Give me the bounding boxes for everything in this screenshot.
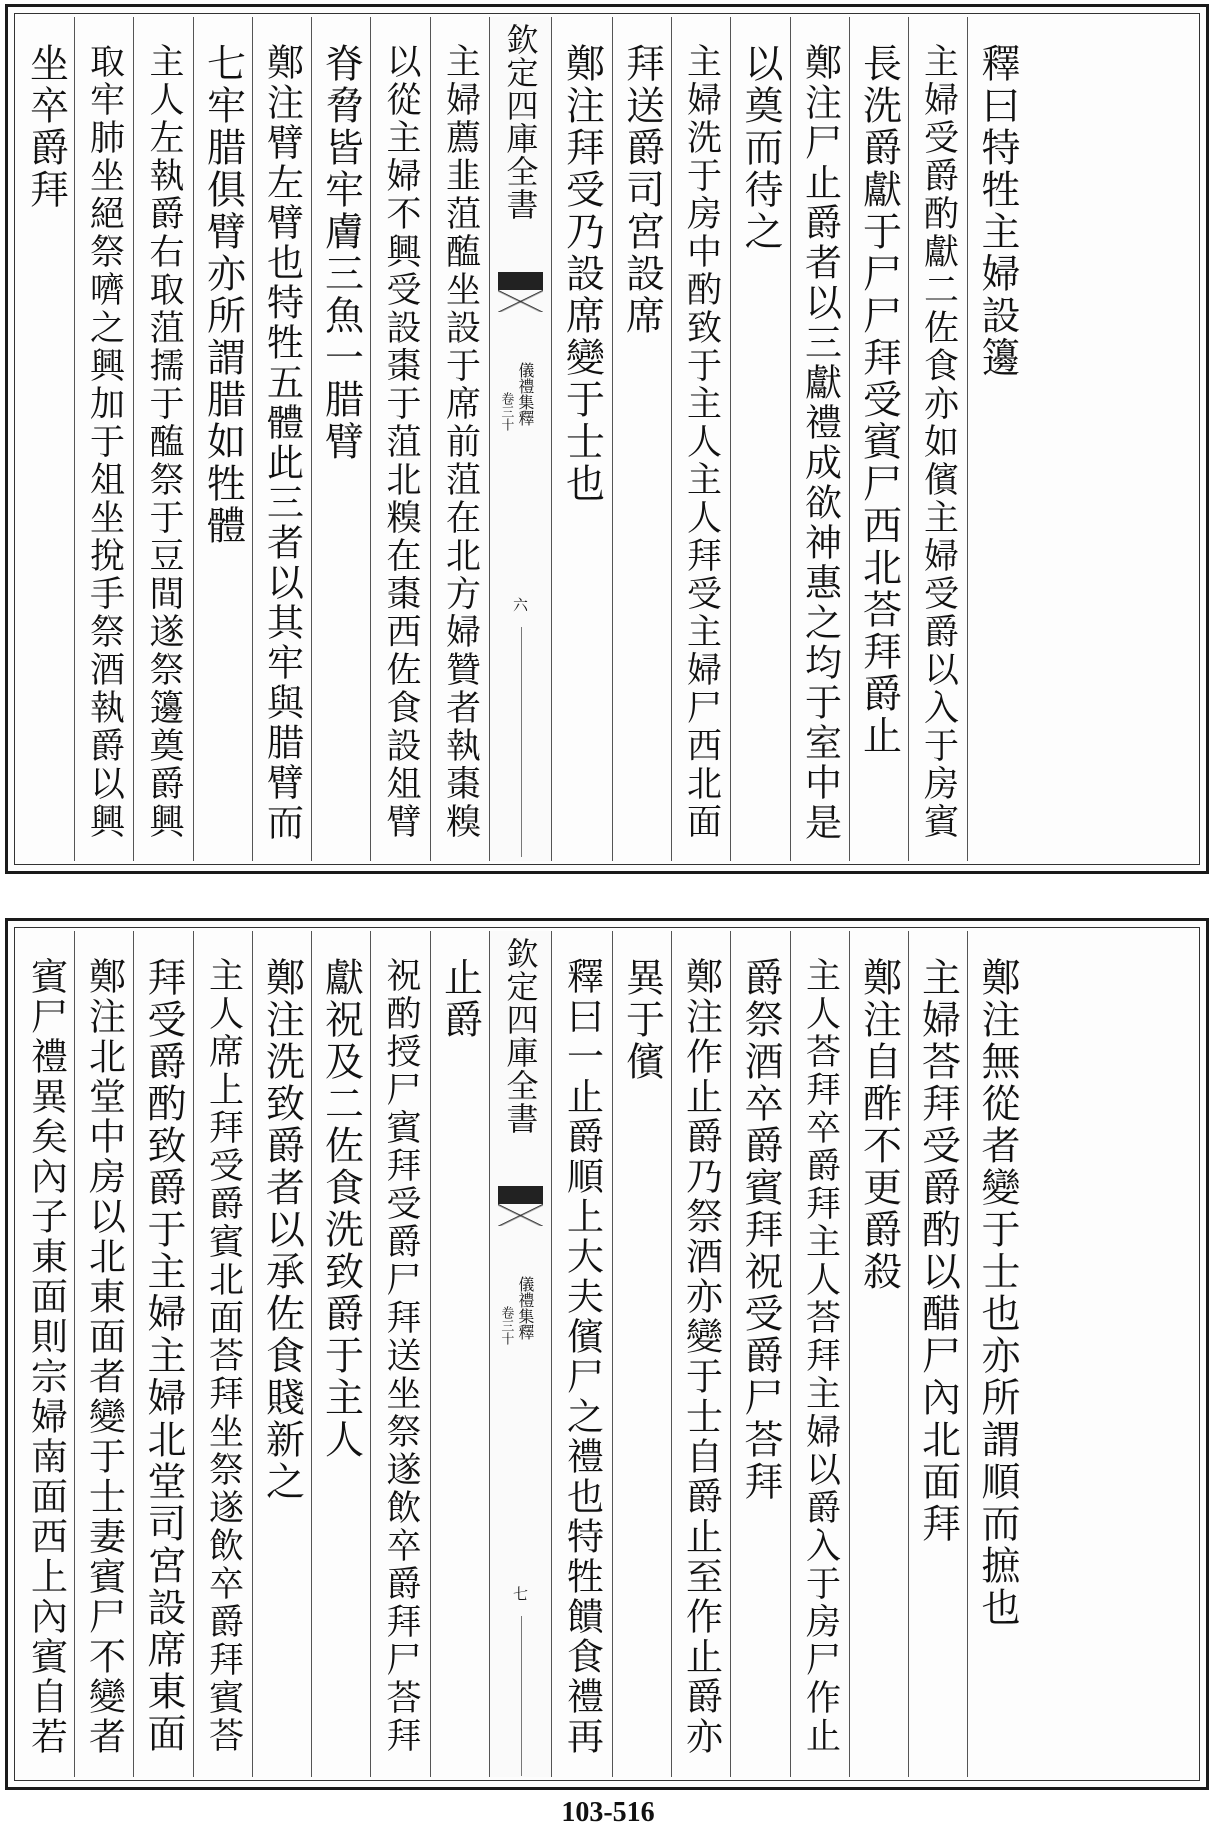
text-column xyxy=(730,931,790,1777)
column-text: 主人荅拜卒爵拜主人荅拜主婦以爵入于房尸作止 xyxy=(800,957,841,1755)
center-band xyxy=(489,17,551,861)
text-column xyxy=(193,17,252,861)
column-text: 主婦受爵酌獻二佐食亦如儐主婦受爵以入于房賓 xyxy=(918,43,959,841)
text-column xyxy=(551,17,612,861)
column-text: 祝酌授尸賓拜受爵尸拜送坐祭遂飲卒爵拜尸荅拜 xyxy=(381,957,421,1755)
column-text: 鄭注尸止爵者以三獻禮成欲神惠之均于室中是 xyxy=(798,43,842,843)
column-text: 拜送爵司宮設席 xyxy=(619,43,665,337)
text-column xyxy=(370,931,430,1777)
column-text: 釋曰特牲主婦設籩 xyxy=(975,43,1020,379)
text-column xyxy=(612,17,671,861)
lower-page xyxy=(5,918,1209,1790)
text-column xyxy=(908,931,967,1777)
column-text: 鄭注臂左臂也特牲五體此三者以其牢與腊臂而 xyxy=(260,43,304,843)
column-text: 長洗爵獻于尸尸拜受賓尸西北荅拜爵止 xyxy=(856,43,902,757)
column-text: 主人左執爵右取菹擩于醢祭于豆間遂祭籩奠爵興 xyxy=(144,43,184,841)
column-text: 主婦荅拜受爵酌以醋尸內北面拜 xyxy=(915,957,961,1545)
column-text: 鄭注拜受乃設席變于士也 xyxy=(559,43,605,505)
text-column xyxy=(671,931,730,1777)
text-column xyxy=(311,931,370,1777)
text-column xyxy=(193,931,252,1777)
column-text: 獻祝及二佐食洗致爵于主人 xyxy=(318,957,364,1461)
folio-number: 六 xyxy=(511,597,529,612)
text-column xyxy=(730,17,790,861)
text-column xyxy=(849,17,908,861)
text-column xyxy=(133,17,193,861)
text-column xyxy=(252,17,311,861)
column-text: 主婦洗于房中酌致于主人主人拜受主婦尸西北面 xyxy=(681,43,722,841)
text-column xyxy=(74,17,133,861)
volume-label: 卷三十 xyxy=(498,1306,514,1345)
text-column xyxy=(671,17,730,861)
book-title: 儀禮集釋 xyxy=(515,1276,535,1340)
folio-number: 七 xyxy=(511,1586,529,1601)
text-column xyxy=(370,17,430,861)
column-text: 主人席上拜受爵賓北面荅拜坐祭遂飲卒爵拜賓荅 xyxy=(203,957,244,1755)
book-title: 儀禮集釋 xyxy=(515,362,535,426)
text-column xyxy=(967,17,1027,861)
column-text: 脊脅皆牢膚三魚一腊臂 xyxy=(318,43,364,463)
volume-label: 卷三十 xyxy=(498,392,514,431)
text-column xyxy=(430,17,489,861)
column-text: 以奠而待之 xyxy=(738,43,783,253)
column-text: 鄭注自酢不更爵殺 xyxy=(856,957,902,1293)
column-text: 賓尸禮異矣內子東面則宗婦南面西上內賓自若 xyxy=(24,957,68,1757)
column-text: 爵祭酒卒爵賓拜祝受爵尸荅拜 xyxy=(738,957,783,1503)
text-column xyxy=(612,931,671,1777)
fish-tail-mark-icon xyxy=(498,272,543,312)
column-text: 異于儐 xyxy=(619,957,665,1083)
column-text: 鄭注洗致爵者以承佐食賤新之 xyxy=(259,957,305,1503)
text-column xyxy=(252,931,311,1777)
text-column xyxy=(18,931,74,1777)
column-text: 主婦薦韭菹醢坐設于席前菹在北方婦贊者執棗糗 xyxy=(440,43,481,841)
divider xyxy=(521,1616,522,1776)
column-text: 鄭注北堂中房以北東面者變于士妻賓尸不變者 xyxy=(82,957,126,1757)
collection-title: 欽定四庫全書 xyxy=(501,23,540,221)
text-column xyxy=(790,17,849,861)
column-text: 七牢腊俱臂亦所謂腊如牲體 xyxy=(200,43,246,547)
upper-page xyxy=(5,4,1209,874)
text-column xyxy=(790,931,849,1777)
text-column xyxy=(311,17,370,861)
text-column xyxy=(551,931,612,1777)
column-text: 以從主婦不興受設棗于菹北糗在棗西佐食設俎臂 xyxy=(381,43,421,841)
column-text: 釋曰一止爵順上大夫儐尸之禮也特牲饋食禮再 xyxy=(560,957,604,1757)
text-column xyxy=(967,931,1027,1777)
column-text: 坐卒爵拜 xyxy=(23,43,69,211)
column-text: 拜受爵酌致爵于主婦主婦北堂司宮設席東面 xyxy=(141,957,186,1755)
divider xyxy=(521,627,522,857)
text-column xyxy=(18,17,74,861)
page-number: 103-516 xyxy=(561,1797,655,1828)
column-text: 止爵 xyxy=(437,957,483,1041)
column-text: 取牢肺坐絕祭嚌之興加于俎坐挩手祭酒執爵以興 xyxy=(84,43,125,841)
collection-title: 欽定四庫全書 xyxy=(501,937,540,1135)
text-column xyxy=(908,17,967,861)
fish-tail-mark-icon xyxy=(498,1186,543,1226)
column-text: 鄭注作止爵乃祭酒亦變于士自爵止至作止爵亦 xyxy=(679,957,723,1757)
text-column xyxy=(849,931,908,1777)
text-column xyxy=(430,931,489,1777)
center-band xyxy=(489,931,551,1777)
text-column xyxy=(133,931,193,1777)
column-text: 鄭注無從者變于士也亦所謂順而摭也 xyxy=(975,957,1020,1629)
text-column xyxy=(74,931,133,1777)
